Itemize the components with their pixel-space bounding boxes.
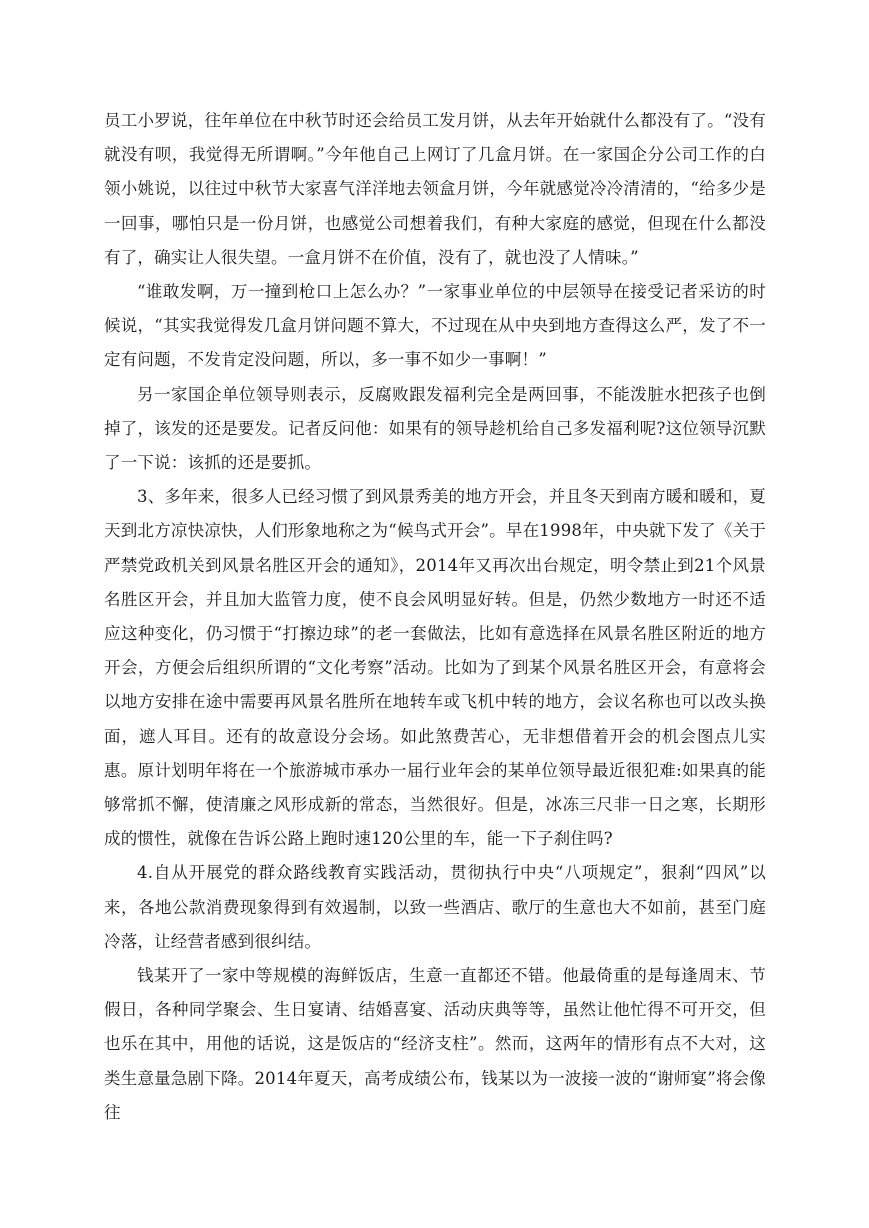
paragraph-1: 员工小罗说，往年单位在中秋节时还会给员工发月饼，从去年开始就什么都没有了。“没有就没有呗，我觉得无所谓啊。”今年他自己上网订了几盒月饼。在一家国企分公司工作的白领小姚说，以往过中秋节大家喜气洋洋地去领盒月饼，今年就感觉冷冷清清的，“给多少是一回事，哪怕只是一份月饼，也感觉公司想着我们，有种大家庭的感觉，但现在什么都没有了，确实让人很失望。一盒月饼不在价值，没有了，就也没了人情味。” <box>104 111 766 267</box>
paragraph-6: 钱某开了一家中等规模的海鲜饭店，生意一直都还不错。他最倚重的是每逢周末、节假日，各种同学聚会、生日宴请、结婚喜宴、活动庆典等等，虽然让他忙得不可开交，但也乐在其中，用他的话说，这是饭店的“经济支柱”。然而，这两年的情形有点不大对，这类生意量急剧下降。2014年夏天，高考成绩公布，钱某以为一波接一波的“谢师宴”将会像往 <box>104 966 766 1122</box>
paragraph-4: 3、多年来，很多人已经习惯了到风景秀美的地方开会，并且冬天到南方暖和暖和，夏天到北方凉快凉快，人们形象地称之为“候鸟式开会”。早在1998年，中央就下发了《关于严禁党政机关到风景名胜区开会的通知》，2014年又再次出台规定，明令禁止到21个风景名胜区开会，并且加大监管力度，使不良会风明显好转。但是，仍然少数地方一时还不适应这种变化，仍习惯于“打擦边球”的老一套做法，比如有意选择在风景名胜区附近的地方开会，方便会后组织所谓的“文化考察”活动。比如为了到某个风景名胜区开会，有意将会以地方安排在途中需要再风景名胜所在地转车或飞机中转的地方，会议名称也可以改头换面，遮人耳目。还有的故意设分会场。如此煞费苦心，无非想借着开会的机会图点儿实惠。原计划明年将在一个旅游城市承办一届行业年会的某单位领导最近很犯难:如果真的能够常抓不懈，使清廉之风形成新的常态，当然很好。但是，冰冻三尺非一日之寒，长期形成的惯性，就像在告诉公路上跑时速120公里的车，能一下子刹住吗? <box>104 487 766 849</box>
paragraph-2: “谁敢发啊，万一撞到枪口上怎么办？”一家事业单位的中层领导在接受记者采访的时候说，“其实我觉得发几盒月饼问题不算大，不过现在从中央到地方查得这么严，发了不一定有问题，不发肯定没问题，所以，多一事不如少一事啊！” <box>104 282 766 370</box>
document-body <box>104 104 766 1130</box>
paragraph-3: 另一家国企单位领导则表示，反腐败跟发福利完全是两回事，不能泼脏水把孩子也倒掉了，该发的还是要发。记者反问他：如果有的领导趁机给自己多发福利呢?这位领导沉默了一下说：该抓的还是要抓。 <box>104 384 766 473</box>
paragraph-5: 4.自从开展党的群众路线教育实践活动，贯彻执行中央“八项规定”，狠刹“四风”以来，各地公款消费现象得到有效遏制，以致一些酒店、歌厅的生意也大不如前，甚至门庭冷落，让经营者感到很纠结。 <box>104 863 766 951</box>
